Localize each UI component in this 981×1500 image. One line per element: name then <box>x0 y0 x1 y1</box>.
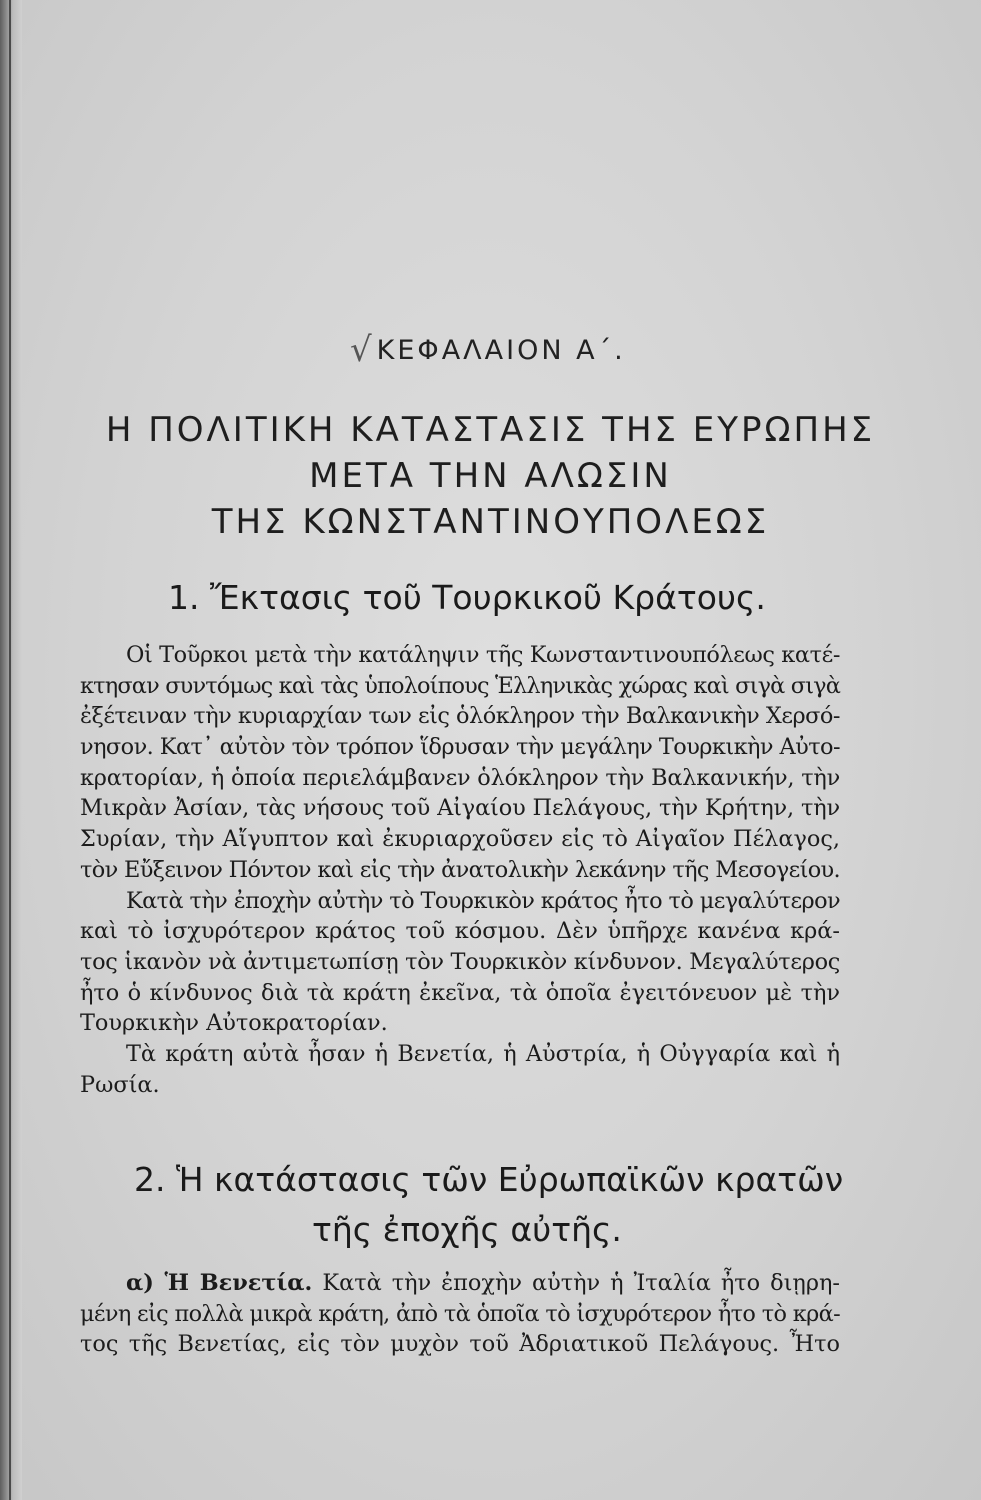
text-line: τος ἱκανὸν νὰ ἀντιμετωπίσῃ τὸν Τουρκικὸν κίνδυνον. Μεγαλύτερος <box>80 948 840 975</box>
text-line: Ρωσία. <box>80 1071 160 1098</box>
text-line: Τὰ κράτη αὐτὰ ἦσαν ἡ Βενετία, ἡ Αὐστρία, ἡ Οὐγγαρία καὶ ἡ <box>126 1040 840 1067</box>
text-line: Τουρκικὴν Αὐτοκρατορίαν. <box>80 1010 388 1037</box>
section-1-heading: 1. Ἔκτασις τοῦ Τουρκικοῦ Κράτους. <box>168 578 766 617</box>
chapter-title-line-1: Η ΠΟΛΙΤΙΚΗ ΚΑΤΑΣΤΑΣΙΣ ΤΗΣ ΕΥΡΩΠΗΣ <box>105 410 876 450</box>
section-1-body <box>80 640 840 1100</box>
page-binding-line <box>9 0 11 1500</box>
chapter-label-text: ΚΕΦΑΛΑΙΟΝ Α΄. <box>376 335 626 366</box>
text-line: κρατορίαν, ἡ ὁποία περιελάμβανεν ὁλόκληρον τὴν Βαλκανικήν, τὴν <box>80 764 841 791</box>
text-line-rest: Κατὰ τὴν ἐποχὴν αὐτὴν ἡ Ἰταλία ἦτο διῃρη- <box>322 1270 840 1296</box>
text-line: Κατὰ τὴν ἐποχὴν αὐτὴν τὸ Τουρκικὸν κράτος ἦτο τὸ μεγαλύτερον <box>126 887 841 914</box>
chapter-title-line-3: ΤΗΣ ΚΩΝΣΤΑΝΤΙΝΟΥΠΟΛΕΩΣ <box>211 502 770 542</box>
text-line: κτησαν συντόμως καὶ τὰς ὑπολοίπους Ἑλληνικὰς χώρας καὶ σιγὰ σιγὰ <box>80 672 841 699</box>
text-line: Μικρὰν Ἀσίαν, τὰς νήσους τοῦ Αἰγαίου Πελάγους, τὴν Κρήτην, τὴν <box>80 795 841 822</box>
section-2-heading-line-2: τῆς ἐποχῆς αὐτῆς. <box>312 1210 622 1249</box>
text-line: ἦτο ὁ κίνδυνος διὰ τὰ κράτη ἐκεῖνα, τὰ ὁποῖα ἐγειτόνευον μὲ τὴν <box>80 979 840 1006</box>
section-2-heading-line-1: 2. Ἡ κατάστασις τῶν Εὐρωπαϊκῶν κρατῶν <box>134 1160 844 1199</box>
text-line: νησον. Κατ᾽ αὐτὸν τὸν τρόπον ἵδρυσαν τὴν μεγάλην Τουρκικὴν Αὐτο- <box>80 734 840 761</box>
section-2-body <box>80 1268 840 1360</box>
handwritten-check-icon: √ <box>350 330 375 370</box>
text-line: ἐξέτειναν τὴν κυριαρχίαν των εἰς ὁλόκληρον τὴν Βαλκανικὴν Χερσό- <box>80 703 841 730</box>
chapter-title-line-2: ΜΕΤΑ ΤΗΝ ΑΛΩΣΙΝ <box>309 456 672 496</box>
text-line: Συρίαν, τὴν Αἴγυπτον καὶ ἐκυριαρχοῦσεν εἰς τὸ Αἰγαῖον Πέλαγος, <box>80 826 840 853</box>
text-line: τος τῆς Βενετίας, εἰς τὸν μυχὸν τοῦ Ἀδριατικοῦ Πελάγους. Ἦτο <box>80 1331 840 1358</box>
text-line <box>80 1268 840 1299</box>
text-line: καὶ τὸ ἰσχυρότερον κράτος τοῦ κόσμου. Δὲν ὑπῆρχε κανένα κρά- <box>80 918 840 945</box>
text-line: Οἱ Τοῦρκοι μετὰ τὴν κατάληψιν τῆς Κωνσταντινουπόλεως κατέ- <box>126 642 840 668</box>
page-binding-shadow <box>0 0 22 1500</box>
text-line: τὸν Εὔξεινον Πόντον καὶ εἰς τὴν ἀνατολικὴν λεκάνην τῆς Μεσογείου. <box>80 856 840 883</box>
chapter-label <box>350 328 626 368</box>
text-line: μένη εἰς πολλὰ μικρὰ κράτη, ἀπὸ τὰ ὁποῖα τὸ ἰσχυρότερον ἦτο τὸ κρά- <box>80 1300 840 1327</box>
subsection-heading: α) Ἡ Βενετία. <box>126 1270 313 1296</box>
